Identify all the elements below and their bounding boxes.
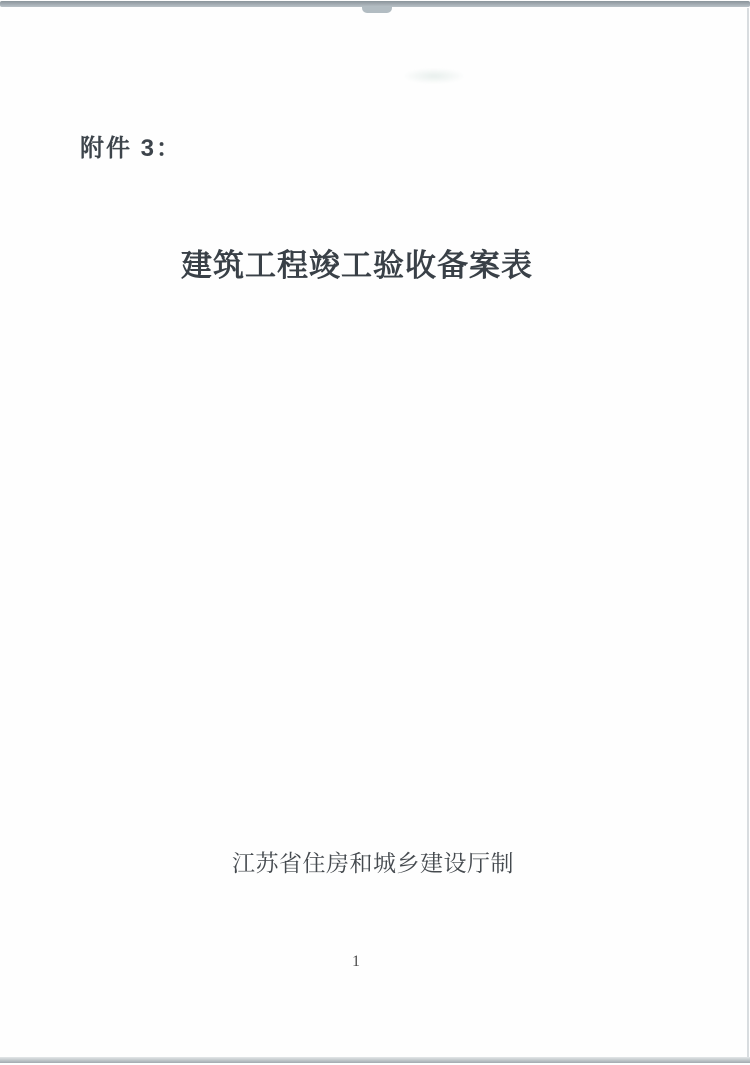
document-title: 建筑工程竣工验收备案表 [181, 248, 533, 283]
scan-bottom-edge [0, 1057, 750, 1063]
issuer-line: 江苏省住房和城乡建设厅制 [232, 851, 514, 876]
scan-right-edge [747, 8, 749, 1058]
scan-smudge-artifact [402, 68, 466, 84]
page-number: 1 [352, 953, 360, 970]
scan-top-tab [362, 6, 392, 13]
attachment-label: 附件 3： [80, 135, 183, 162]
